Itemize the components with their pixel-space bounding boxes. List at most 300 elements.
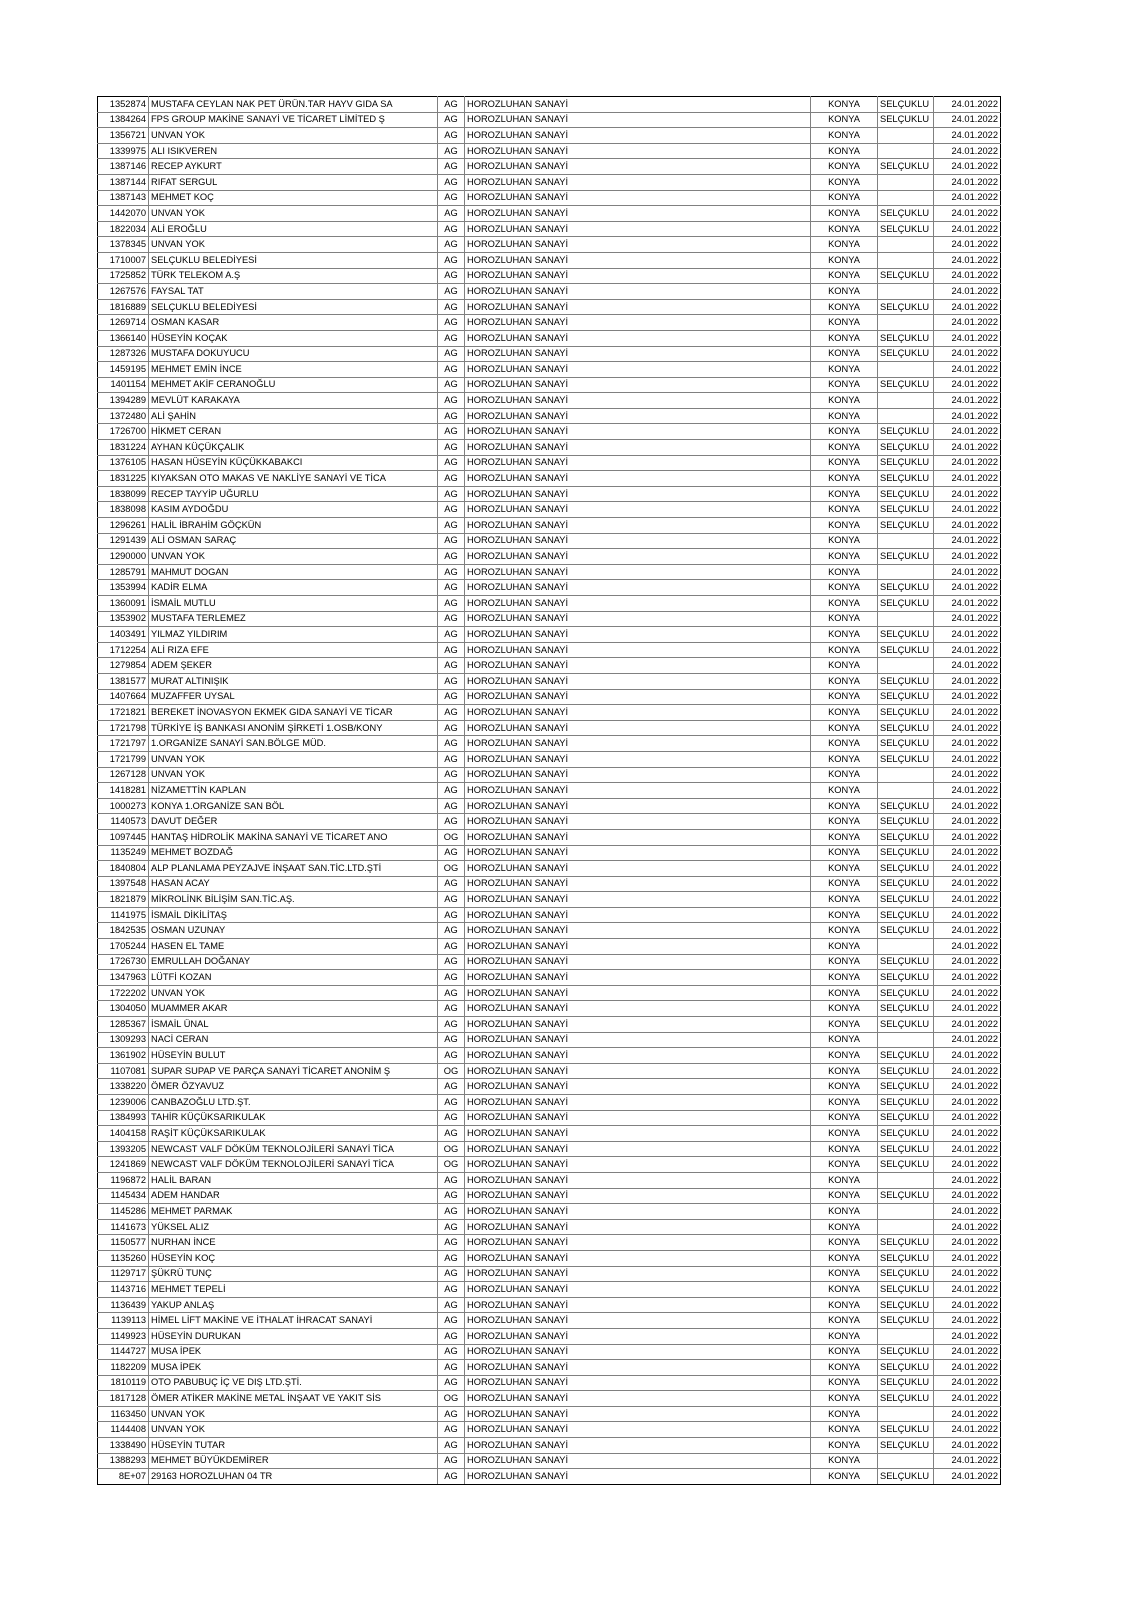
cell-date: 24.01.2022: [934, 206, 1001, 222]
cell-facility: HOROZLUHAN SANAYİ: [465, 237, 811, 253]
cell-id: 1725852: [98, 268, 149, 284]
cell-type: AG: [438, 1282, 465, 1298]
cell-city: KONYA: [811, 1266, 878, 1282]
cell-name: NACİ CERAN: [149, 1032, 438, 1048]
cell-type: OG: [438, 829, 465, 845]
table-row: [98, 143, 1001, 159]
table-row: [98, 1328, 1001, 1344]
cell-facility: HOROZLUHAN SANAYİ: [465, 1188, 811, 1204]
cell-date: 24.01.2022: [934, 1344, 1001, 1360]
cell-name: HASAN ACAY: [149, 876, 438, 892]
cell-date: 24.01.2022: [934, 829, 1001, 845]
cell-city: KONYA: [811, 736, 878, 752]
cell-facility: HOROZLUHAN SANAYİ: [465, 1204, 811, 1220]
cell-type: AG: [438, 1422, 465, 1438]
table-body: [98, 97, 1001, 1485]
table-row: [98, 736, 1001, 752]
cell-city: KONYA: [811, 923, 878, 939]
cell-facility: HOROZLUHAN SANAYİ: [465, 1032, 811, 1048]
cell-facility: HOROZLUHAN SANAYİ: [465, 174, 811, 190]
cell-facility: HOROZLUHAN SANAYİ: [465, 767, 811, 783]
table-row: [98, 783, 1001, 799]
cell-type: AG: [438, 1438, 465, 1454]
cell-district: SELÇUKLU: [878, 689, 934, 705]
cell-facility: HOROZLUHAN SANAYİ: [465, 939, 811, 955]
cell-name: YILMAZ YILDIRIM: [149, 627, 438, 643]
cell-date: 24.01.2022: [934, 1048, 1001, 1064]
table-row: [98, 1095, 1001, 1111]
cell-facility: HOROZLUHAN SANAYİ: [465, 892, 811, 908]
cell-facility: HOROZLUHAN SANAYİ: [465, 673, 811, 689]
cell-name: FAYSAL TAT: [149, 284, 438, 300]
cell-name: MUSTAFA CEYLAN NAK PET ÜRÜN.TAR HAYV GIDA SA: [149, 97, 438, 113]
cell-facility: HOROZLUHAN SANAYİ: [465, 143, 811, 159]
cell-id: 1097445: [98, 829, 149, 845]
cell-facility: HOROZLUHAN SANAYİ: [465, 221, 811, 237]
cell-date: 24.01.2022: [934, 518, 1001, 534]
cell-date: 24.01.2022: [934, 408, 1001, 424]
cell-name: UNVAN YOK: [149, 1422, 438, 1438]
cell-name: ALP PLANLAMA PEYZAJVE İNŞAAT SAN.TİC.LTD.ŞTİ: [149, 861, 438, 877]
cell-name: LÜTFİ KOZAN: [149, 970, 438, 986]
cell-type: AG: [438, 673, 465, 689]
cell-name: NEWCAST VALF DÖKÜM TEKNOLOJİLERİ SANAYİ TİCA: [149, 1141, 438, 1157]
cell-date: 24.01.2022: [934, 1172, 1001, 1188]
cell-type: AG: [438, 486, 465, 502]
cell-date: 24.01.2022: [934, 1375, 1001, 1391]
cell-name: YÜKSEL ALIZ: [149, 1219, 438, 1235]
cell-id: 1821879: [98, 892, 149, 908]
cell-name: DAVUT DEĞER: [149, 814, 438, 830]
cell-city: KONYA: [811, 1313, 878, 1329]
cell-city: KONYA: [811, 767, 878, 783]
cell-name: ALİ ŞAHİN: [149, 408, 438, 424]
table-row: [98, 1017, 1001, 1033]
cell-type: AG: [438, 533, 465, 549]
cell-district: [878, 408, 934, 424]
cell-date: 24.01.2022: [934, 440, 1001, 456]
cell-facility: HOROZLUHAN SANAYİ: [465, 1297, 811, 1313]
cell-city: KONYA: [811, 1235, 878, 1251]
cell-name: MAHMUT DOGAN: [149, 564, 438, 580]
cell-date: 24.01.2022: [934, 876, 1001, 892]
cell-type: AG: [438, 1360, 465, 1376]
cell-id: 1196872: [98, 1172, 149, 1188]
table-row: [98, 268, 1001, 284]
cell-date: 24.01.2022: [934, 393, 1001, 409]
cell-district: SELÇUKLU: [878, 892, 934, 908]
cell-city: KONYA: [811, 1406, 878, 1422]
cell-date: 24.01.2022: [934, 1266, 1001, 1282]
cell-city: KONYA: [811, 892, 878, 908]
table-row: [98, 346, 1001, 362]
cell-city: KONYA: [811, 1375, 878, 1391]
cell-name: ALI ISIKVEREN: [149, 143, 438, 159]
cell-id: 1143716: [98, 1282, 149, 1298]
table-row: [98, 1188, 1001, 1204]
table-row: [98, 985, 1001, 1001]
cell-type: AG: [438, 1375, 465, 1391]
cell-type: AG: [438, 1313, 465, 1329]
cell-id: 1838098: [98, 502, 149, 518]
cell-name: HÜSEYİN TUTAR: [149, 1438, 438, 1454]
cell-type: AG: [438, 689, 465, 705]
table-row: [98, 627, 1001, 643]
cell-id: 1267128: [98, 767, 149, 783]
table-row: [98, 408, 1001, 424]
cell-type: OG: [438, 1063, 465, 1079]
cell-district: [878, 1172, 934, 1188]
cell-type: AG: [438, 1469, 465, 1485]
cell-id: 1136439: [98, 1297, 149, 1313]
cell-city: KONYA: [811, 1079, 878, 1095]
cell-date: 24.01.2022: [934, 1360, 1001, 1376]
cell-district: [878, 190, 934, 206]
cell-type: AG: [438, 174, 465, 190]
cell-facility: HOROZLUHAN SANAYİ: [465, 1360, 811, 1376]
cell-id: 1710007: [98, 252, 149, 268]
cell-type: AG: [438, 1188, 465, 1204]
cell-city: KONYA: [811, 1469, 878, 1485]
cell-facility: HOROZLUHAN SANAYİ: [465, 1391, 811, 1407]
cell-facility: HOROZLUHAN SANAYİ: [465, 580, 811, 596]
cell-date: 24.01.2022: [934, 471, 1001, 487]
cell-type: AG: [438, 627, 465, 643]
cell-type: AG: [438, 159, 465, 175]
cell-district: SELÇUKLU: [878, 471, 934, 487]
cell-name: UNVAN YOK: [149, 128, 438, 144]
cell-name: MEHMET BOZDAĞ: [149, 845, 438, 861]
table-row: [98, 206, 1001, 222]
cell-city: KONYA: [811, 471, 878, 487]
cell-name: BEREKET İNOVASYON EKMEK GIDA SANAYİ VE TİCAR: [149, 705, 438, 721]
cell-type: AG: [438, 1406, 465, 1422]
cell-date: 24.01.2022: [934, 549, 1001, 565]
cell-city: KONYA: [811, 252, 878, 268]
cell-id: 1721797: [98, 736, 149, 752]
table-row: [98, 892, 1001, 908]
cell-facility: HOROZLUHAN SANAYİ: [465, 720, 811, 736]
cell-name: HASAN HÜSEYİN KÜÇÜKKABAKCI: [149, 455, 438, 471]
cell-city: KONYA: [811, 502, 878, 518]
cell-date: 24.01.2022: [934, 564, 1001, 580]
cell-name: NEWCAST VALF DÖKÜM TEKNOLOJİLERİ SANAYİ TİCA: [149, 1157, 438, 1173]
cell-id: 1726700: [98, 424, 149, 440]
cell-id: 1139113: [98, 1313, 149, 1329]
cell-facility: HOROZLUHAN SANAYİ: [465, 1219, 811, 1235]
cell-facility: HOROZLUHAN SANAYİ: [465, 1406, 811, 1422]
cell-name: HÜSEYİN BULUT: [149, 1048, 438, 1064]
cell-date: 24.01.2022: [934, 580, 1001, 596]
table-row: [98, 252, 1001, 268]
cell-city: KONYA: [811, 1204, 878, 1220]
table-row: [98, 330, 1001, 346]
cell-type: AG: [438, 377, 465, 393]
cell-name: EMRULLAH DOĞANAY: [149, 954, 438, 970]
cell-type: AG: [438, 471, 465, 487]
cell-date: 24.01.2022: [934, 985, 1001, 1001]
cell-type: AG: [438, 299, 465, 315]
table-row: [98, 829, 1001, 845]
cell-facility: HOROZLUHAN SANAYİ: [465, 954, 811, 970]
cell-date: 24.01.2022: [934, 1095, 1001, 1111]
cell-id: 1401154: [98, 377, 149, 393]
cell-city: KONYA: [811, 1453, 878, 1469]
table-row: [98, 845, 1001, 861]
cell-id: 1404158: [98, 1126, 149, 1142]
cell-facility: HOROZLUHAN SANAYİ: [465, 1157, 811, 1173]
cell-district: SELÇUKLU: [878, 1048, 934, 1064]
cell-id: 1356721: [98, 128, 149, 144]
cell-facility: HOROZLUHAN SANAYİ: [465, 533, 811, 549]
cell-facility: HOROZLUHAN SANAYİ: [465, 1126, 811, 1142]
cell-city: KONYA: [811, 97, 878, 113]
cell-type: AG: [438, 580, 465, 596]
cell-city: KONYA: [811, 939, 878, 955]
cell-id: 1150577: [98, 1235, 149, 1251]
cell-city: KONYA: [811, 346, 878, 362]
cell-type: AG: [438, 923, 465, 939]
cell-date: 24.01.2022: [934, 1250, 1001, 1266]
cell-type: AG: [438, 596, 465, 612]
cell-name: 29163 HOROZLUHAN 04 TR: [149, 1469, 438, 1485]
cell-name: RECEP AYKURT: [149, 159, 438, 175]
cell-name: RIFAT SERGUL: [149, 174, 438, 190]
cell-id: 1296261: [98, 518, 149, 534]
cell-date: 24.01.2022: [934, 190, 1001, 206]
cell-facility: HOROZLUHAN SANAYİ: [465, 159, 811, 175]
table-row: [98, 440, 1001, 456]
table-row: [98, 689, 1001, 705]
cell-facility: HOROZLUHAN SANAYİ: [465, 377, 811, 393]
cell-district: SELÇUKLU: [878, 736, 934, 752]
cell-facility: HOROZLUHAN SANAYİ: [465, 284, 811, 300]
cell-city: KONYA: [811, 970, 878, 986]
table-row: [98, 596, 1001, 612]
cell-id: 1353902: [98, 611, 149, 627]
cell-name: MUAMMER AKAR: [149, 1001, 438, 1017]
cell-id: 1831225: [98, 471, 149, 487]
cell-name: UNVAN YOK: [149, 549, 438, 565]
cell-city: KONYA: [811, 1219, 878, 1235]
cell-id: 1145286: [98, 1204, 149, 1220]
table-row: [98, 1032, 1001, 1048]
cell-name: ALİ OSMAN SARAÇ: [149, 533, 438, 549]
cell-facility: HOROZLUHAN SANAYİ: [465, 424, 811, 440]
cell-facility: HOROZLUHAN SANAYİ: [465, 393, 811, 409]
cell-district: SELÇUKLU: [878, 1141, 934, 1157]
cell-facility: HOROZLUHAN SANAYİ: [465, 642, 811, 658]
table-row: [98, 502, 1001, 518]
cell-type: AG: [438, 1110, 465, 1126]
cell-type: AG: [438, 268, 465, 284]
cell-district: SELÇUKLU: [878, 1360, 934, 1376]
cell-district: SELÇUKLU: [878, 1063, 934, 1079]
cell-name: HALİL İBRAHİM GÖÇKÜN: [149, 518, 438, 534]
cell-facility: HOROZLUHAN SANAYİ: [465, 1344, 811, 1360]
cell-district: SELÇUKLU: [878, 330, 934, 346]
cell-facility: HOROZLUHAN SANAYİ: [465, 861, 811, 877]
cell-city: KONYA: [811, 221, 878, 237]
cell-name: HÜSEYİN KOÇ: [149, 1250, 438, 1266]
cell-district: SELÇUKLU: [878, 673, 934, 689]
cell-type: AG: [438, 751, 465, 767]
cell-district: SELÇUKLU: [878, 798, 934, 814]
cell-type: AG: [438, 798, 465, 814]
cell-date: 24.01.2022: [934, 751, 1001, 767]
cell-facility: HOROZLUHAN SANAYİ: [465, 1095, 811, 1111]
cell-name: YAKUP ANLAŞ: [149, 1297, 438, 1313]
cell-id: 1442070: [98, 206, 149, 222]
cell-district: SELÇUKLU: [878, 1469, 934, 1485]
cell-facility: HOROZLUHAN SANAYİ: [465, 362, 811, 378]
cell-type: AG: [438, 1095, 465, 1111]
cell-district: [878, 1032, 934, 1048]
cell-type: AG: [438, 440, 465, 456]
cell-facility: HOROZLUHAN SANAYİ: [465, 190, 811, 206]
cell-district: SELÇUKLU: [878, 596, 934, 612]
cell-facility: HOROZLUHAN SANAYİ: [465, 658, 811, 674]
cell-name: OTO PABUBUÇ İÇ VE DIŞ LTD.ŞTİ.: [149, 1375, 438, 1391]
cell-name: KADİR ELMA: [149, 580, 438, 596]
cell-city: KONYA: [811, 1344, 878, 1360]
cell-district: SELÇUKLU: [878, 1375, 934, 1391]
cell-district: SELÇUKLU: [878, 1235, 934, 1251]
cell-city: KONYA: [811, 1172, 878, 1188]
cell-district: SELÇUKLU: [878, 1079, 934, 1095]
table-row: [98, 814, 1001, 830]
cell-type: AG: [438, 892, 465, 908]
cell-city: KONYA: [811, 393, 878, 409]
cell-id: 1360091: [98, 596, 149, 612]
cell-id: 1353994: [98, 580, 149, 596]
cell-id: 1387144: [98, 174, 149, 190]
cell-date: 24.01.2022: [934, 1063, 1001, 1079]
table-row: [98, 455, 1001, 471]
cell-facility: HOROZLUHAN SANAYİ: [465, 1110, 811, 1126]
cell-date: 24.01.2022: [934, 939, 1001, 955]
cell-district: SELÇUKLU: [878, 377, 934, 393]
table-row: [98, 471, 1001, 487]
cell-name: HASEN EL TAME: [149, 939, 438, 955]
cell-city: KONYA: [811, 362, 878, 378]
cell-id: 1459195: [98, 362, 149, 378]
cell-city: KONYA: [811, 268, 878, 284]
cell-date: 24.01.2022: [934, 642, 1001, 658]
cell-date: 24.01.2022: [934, 1079, 1001, 1095]
cell-name: FPS GROUP MAKİNE SANAYİ VE TİCARET LİMİTED Ş: [149, 112, 438, 128]
cell-district: [878, 128, 934, 144]
cell-date: 24.01.2022: [934, 845, 1001, 861]
cell-district: SELÇUKLU: [878, 923, 934, 939]
cell-city: KONYA: [811, 861, 878, 877]
cell-city: KONYA: [811, 1422, 878, 1438]
cell-date: 24.01.2022: [934, 1328, 1001, 1344]
cell-district: SELÇUKLU: [878, 112, 934, 128]
cell-date: 24.01.2022: [934, 954, 1001, 970]
cell-date: 24.01.2022: [934, 1219, 1001, 1235]
cell-city: KONYA: [811, 1048, 878, 1064]
cell-district: [878, 533, 934, 549]
cell-type: AG: [438, 611, 465, 627]
cell-district: SELÇUKLU: [878, 97, 934, 113]
cell-city: KONYA: [811, 1032, 878, 1048]
cell-district: [878, 315, 934, 331]
table-row: [98, 673, 1001, 689]
cell-city: KONYA: [811, 424, 878, 440]
cell-facility: HOROZLUHAN SANAYİ: [465, 455, 811, 471]
cell-id: 1285791: [98, 564, 149, 580]
cell-date: 24.01.2022: [934, 658, 1001, 674]
cell-date: 24.01.2022: [934, 1297, 1001, 1313]
cell-city: KONYA: [811, 1297, 878, 1313]
cell-facility: HOROZLUHAN SANAYİ: [465, 611, 811, 627]
table-row: [98, 1141, 1001, 1157]
cell-name: HÜSEYİN DURUKAN: [149, 1328, 438, 1344]
cell-type: AG: [438, 642, 465, 658]
cell-city: KONYA: [811, 1126, 878, 1142]
cell-facility: HOROZLUHAN SANAYİ: [465, 923, 811, 939]
cell-type: AG: [438, 393, 465, 409]
cell-name: ALİ EROĞLU: [149, 221, 438, 237]
cell-district: SELÇUKLU: [878, 1313, 934, 1329]
cell-city: KONYA: [811, 1001, 878, 1017]
table-row: [98, 1219, 1001, 1235]
cell-city: KONYA: [811, 814, 878, 830]
cell-name: HANTAŞ HİDROLİK MAKİNA SANAYİ VE TİCARET ANO: [149, 829, 438, 845]
table-row: [98, 1422, 1001, 1438]
table-row: [98, 798, 1001, 814]
cell-district: SELÇUKLU: [878, 549, 934, 565]
cell-type: OG: [438, 1157, 465, 1173]
cell-facility: HOROZLUHAN SANAYİ: [465, 486, 811, 502]
cell-date: 24.01.2022: [934, 315, 1001, 331]
cell-district: SELÇUKLU: [878, 751, 934, 767]
cell-name: MEHMET AKİF CERANOĞLU: [149, 377, 438, 393]
cell-city: KONYA: [811, 455, 878, 471]
cell-type: AG: [438, 736, 465, 752]
table-row: [98, 237, 1001, 253]
cell-name: UNVAN YOK: [149, 767, 438, 783]
table-row: [98, 1282, 1001, 1298]
cell-city: KONYA: [811, 1188, 878, 1204]
cell-type: AG: [438, 1297, 465, 1313]
cell-facility: HOROZLUHAN SANAYİ: [465, 549, 811, 565]
cell-type: AG: [438, 907, 465, 923]
cell-type: AG: [438, 408, 465, 424]
cell-district: [878, 939, 934, 955]
cell-type: AG: [438, 705, 465, 721]
cell-type: OG: [438, 1391, 465, 1407]
cell-type: AG: [438, 284, 465, 300]
cell-city: KONYA: [811, 533, 878, 549]
cell-type: AG: [438, 97, 465, 113]
table-row: [98, 549, 1001, 565]
cell-district: SELÇUKLU: [878, 954, 934, 970]
cell-facility: HOROZLUHAN SANAYİ: [465, 1063, 811, 1079]
cell-date: 24.01.2022: [934, 455, 1001, 471]
cell-date: 24.01.2022: [934, 689, 1001, 705]
cell-date: 24.01.2022: [934, 1017, 1001, 1033]
cell-date: 24.01.2022: [934, 1282, 1001, 1298]
cell-district: [878, 783, 934, 799]
cell-id: 1144408: [98, 1422, 149, 1438]
cell-city: KONYA: [811, 783, 878, 799]
cell-id: 1135260: [98, 1250, 149, 1266]
cell-city: KONYA: [811, 829, 878, 845]
table-row: [98, 1297, 1001, 1313]
cell-type: AG: [438, 564, 465, 580]
